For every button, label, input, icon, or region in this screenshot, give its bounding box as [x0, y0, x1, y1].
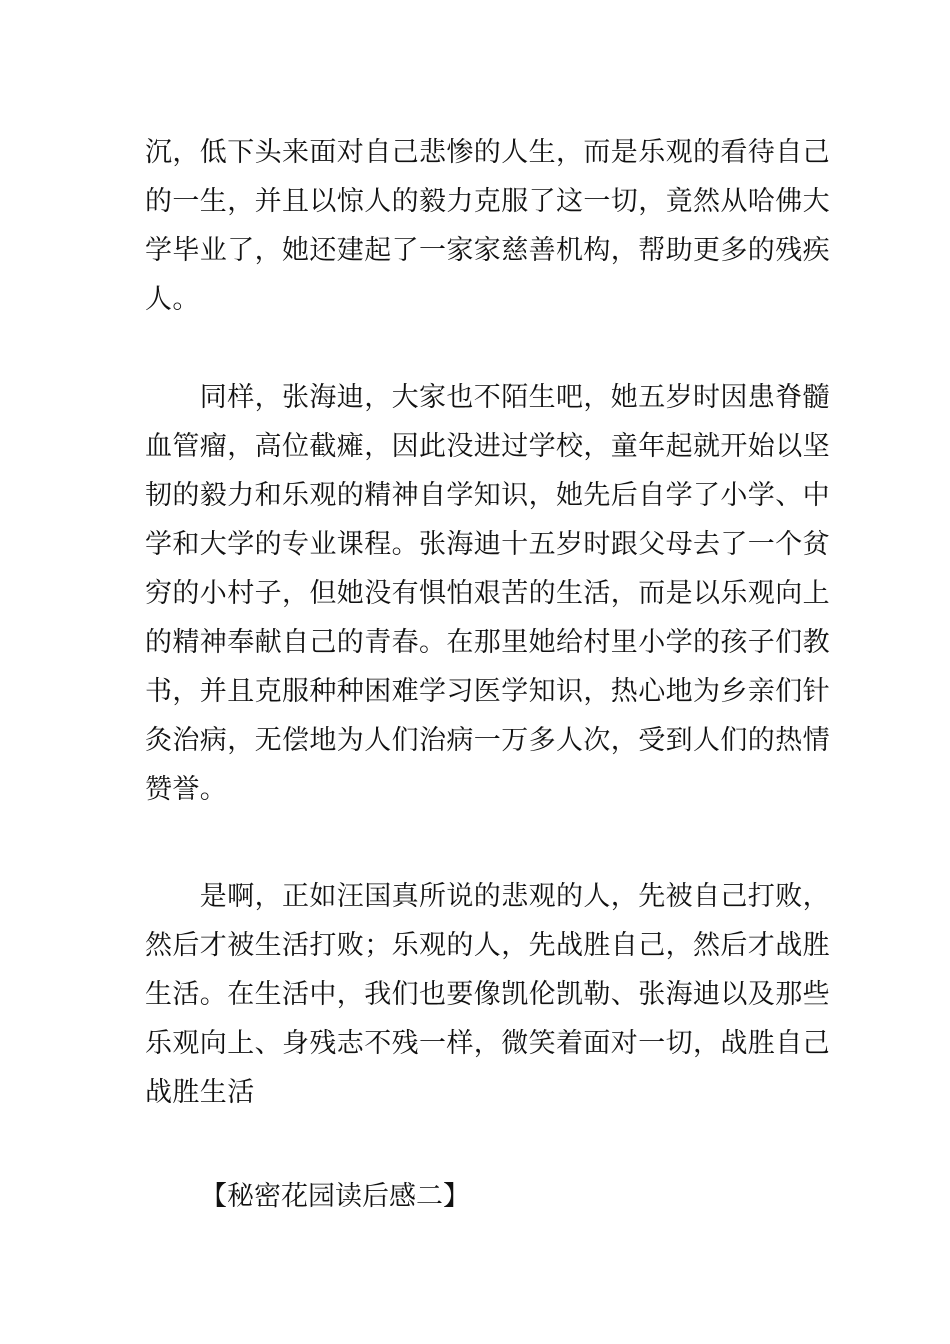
paragraph-line: 战胜生活	[145, 1077, 255, 1108]
paragraph-line: 学和大学的专业课程。张海迪十五岁时跟父母去了一个贫	[145, 529, 830, 560]
paragraph-line: 是啊，正如汪国真所说的悲观的人，先被自己打败，	[145, 881, 830, 912]
paragraph-1	[145, 128, 830, 324]
paragraph-line: 同样，张海迪，大家也不陌生吧，她五岁时因患脊髓	[145, 382, 830, 413]
paragraph-line: 书，并且克服种种困难学习医学知识，热心地为乡亲们针	[145, 676, 830, 707]
paragraph-line: 乐观向上、身残志不残一样，微笑着面对一切，战胜自己	[145, 1028, 830, 1059]
paragraph-line: 生活。在生活中，我们也要像凯伦凯勒、张海迪以及那些	[145, 979, 830, 1010]
paragraph-line: 韧的毅力和乐观的精神自学知识，她先后自学了小学、中	[145, 480, 830, 511]
paragraph-2	[145, 373, 830, 814]
paragraph-line: 的一生，并且以惊人的毅力克服了这一切，竟然从哈佛大	[145, 186, 830, 217]
paragraph-line: 血管瘤，高位截瘫，因此没进过学校，童年起就开始以坚	[145, 431, 830, 462]
paragraph-line: 灸治病，无偿地为人们治病一万多人次，受到人们的热情	[145, 725, 830, 756]
paragraph-line: 穷的小村子，但她没有惧怕艰苦的生活，而是以乐观向上	[145, 578, 830, 609]
paragraph-line: 沉，低下头来面对自己悲惨的人生，而是乐观的看待自己	[145, 137, 830, 168]
paragraph-line: 人。	[145, 284, 200, 315]
paragraph-line: 的精神奉献自己的青春。在那里她给村里小学的孩子们教	[145, 627, 830, 658]
paragraph-line: 学毕业了，她还建起了一家家慈善机构，帮助更多的残疾	[145, 235, 830, 266]
paragraph-line: 然后才被生活打败；乐观的人，先战胜自己，然后才战胜	[145, 930, 830, 961]
paragraph-line: 赞誉。	[145, 774, 228, 805]
paragraph-3	[145, 872, 830, 1117]
section-heading: 【秘密花园读后感二】	[200, 1181, 470, 1212]
